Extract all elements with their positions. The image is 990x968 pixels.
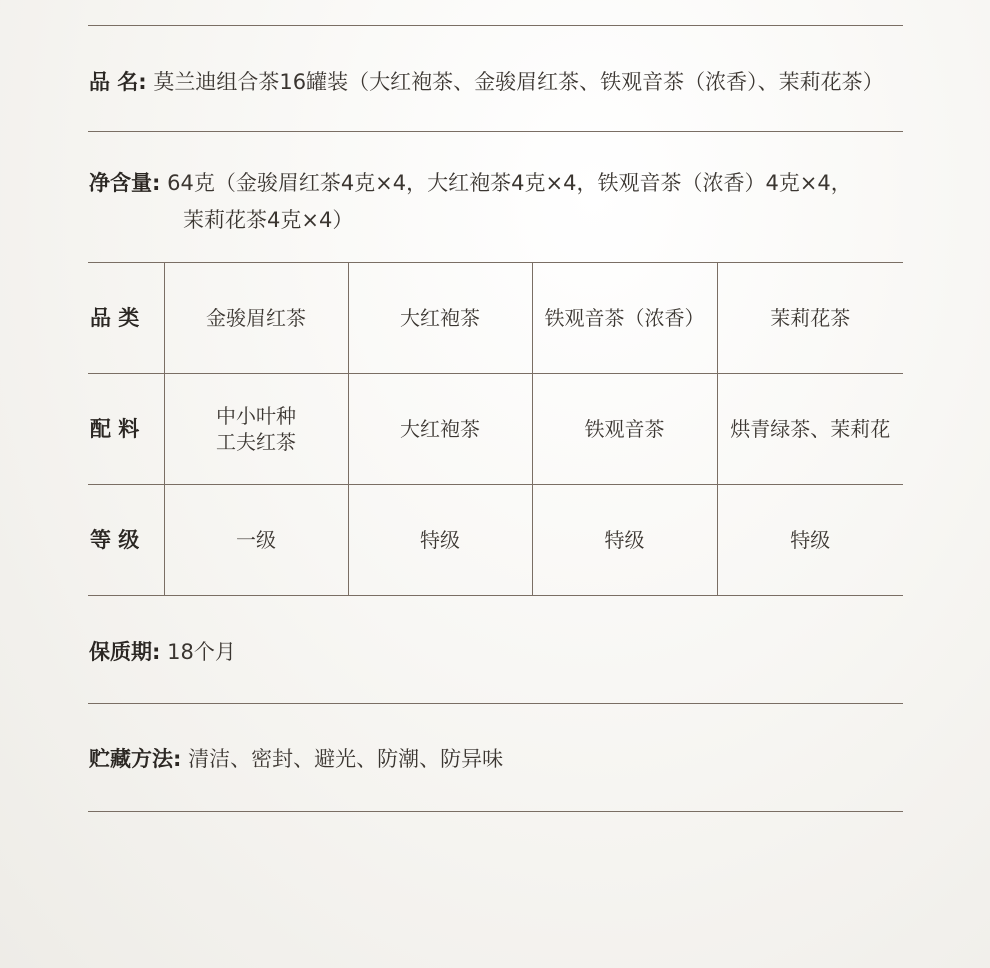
cell-ingredients-2: 大红袍茶 xyxy=(348,374,532,485)
divider-after-name xyxy=(88,131,903,132)
row-label-category: 品 类 xyxy=(88,263,164,374)
cell-category-4: 茉莉花茶 xyxy=(717,263,903,374)
shelf-life-row xyxy=(89,634,236,670)
net-content-row xyxy=(89,165,852,201)
cell-category-1: 金骏眉红茶 xyxy=(164,263,348,374)
cell-grade-4: 特级 xyxy=(717,485,903,596)
cell-ingredients-3: 铁观音茶 xyxy=(532,374,717,485)
cell-ingredients-4: 烘青绿茶、茉莉花 xyxy=(717,374,903,485)
cell-category-2: 大红袍茶 xyxy=(348,263,532,374)
row-label-grade: 等 级 xyxy=(88,485,164,596)
cell-grade-2: 特级 xyxy=(348,485,532,596)
cell-category-3: 铁观音茶（浓香） xyxy=(532,263,717,374)
storage-row xyxy=(89,741,503,777)
cell-grade-1: 一级 xyxy=(164,485,348,596)
storage-value: 清洁、密封、避光、防潮、防异味 xyxy=(188,747,504,771)
net-content-value: 64克（金骏眉红茶4克×4，大红袍茶4克×4，铁观音茶（浓香）4克×4， xyxy=(167,171,852,195)
top-divider xyxy=(88,25,903,26)
shelf-life-label: 保质期: xyxy=(89,640,161,664)
product-name-label: 品 名: xyxy=(89,70,147,94)
cell-ingredients-1-line2: 工夫红茶 xyxy=(216,430,296,454)
cell-ingredients-1 xyxy=(164,374,348,485)
table-row-ingredients xyxy=(88,374,903,485)
table-row-category xyxy=(88,263,903,374)
table-row-grade xyxy=(88,485,903,596)
storage-label: 贮藏方法: xyxy=(89,747,182,771)
cell-ingredients-1-line1: 中小叶种 xyxy=(216,404,296,428)
row-label-ingredients: 配 料 xyxy=(88,374,164,485)
net-content-label: 净含量: xyxy=(89,171,161,195)
shelf-life-value: 18个月 xyxy=(167,640,236,664)
cell-grade-3: 特级 xyxy=(532,485,717,596)
bottom-divider xyxy=(88,811,903,812)
divider-after-shelf-life xyxy=(88,703,903,704)
product-name-row xyxy=(89,64,884,100)
net-content-continuation: 茉莉花茶4克×4） xyxy=(183,208,354,232)
spec-table xyxy=(88,262,903,596)
product-name-value: 莫兰迪组合茶16罐装（大红袍茶、金骏眉红茶、铁观音茶（浓香）、茉莉花茶） xyxy=(153,70,884,94)
